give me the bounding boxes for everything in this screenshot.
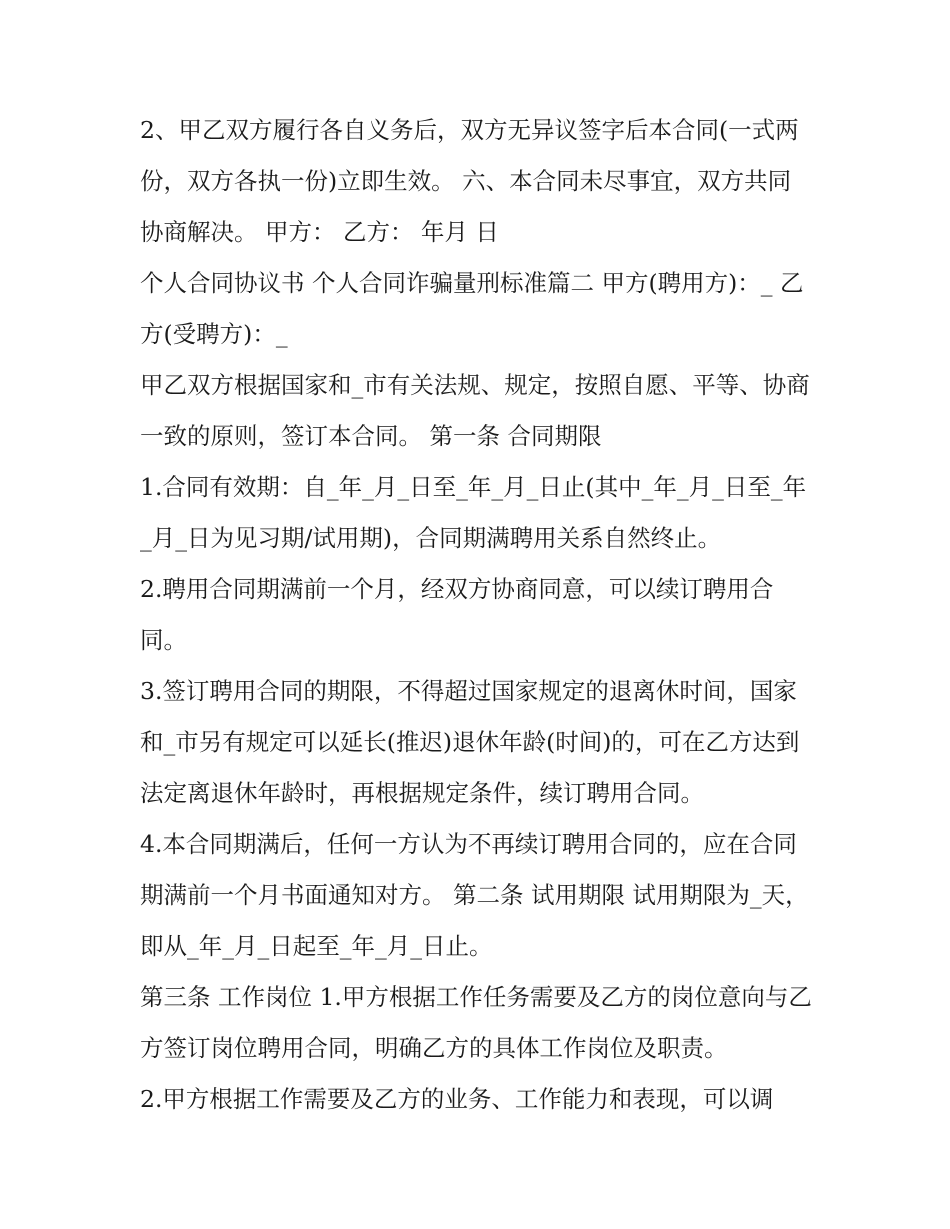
paragraph-preamble: 甲乙双方根据国家和_市有关法规、规定，按照自愿、平等、协商一致的原则，签订本合同。 第一条 合同期限 — [140, 371, 810, 450]
paragraph-position-2: 2.甲方根据工作需要及乙方的业务、工作能力和表现，可以调 — [140, 1085, 774, 1113]
document-body — [140, 105, 812, 1125]
paragraph-term-3: 3.签订聘用合同的期限，不得超过国家规定的退离休时间，国家和_市另有规定可以延长(推迟)退休年龄(时间)的，可在乙方达到法定离退休年龄时，再根据规定条件，续订聘用合同。 — [140, 677, 800, 807]
paragraph-term-4: 4.本合同期满后，任何一方认为不再续订聘用合同的，应在合同期满前一个月书面通知对方。 第二条 试用期限 试用期限为_天，即从_年_月_日起至_年_月_日止。 — [140, 830, 809, 960]
paragraph-position-1: 第三条 工作岗位 1.甲方根据工作任务需要及乙方的岗位意向与乙方签订岗位聘用合同，明确乙方的具体工作岗位及职责。 — [140, 983, 812, 1062]
paragraph-contract-title: 个人合同协议书 个人合同诈骗量刑标准篇二 甲方(聘用方)：_ 乙方(受聘方)：_ — [140, 269, 804, 348]
paragraph-signature-clause: 2、甲乙双方履行各自义务后，双方无异议签字后本合同(一式两份，双方各执一份)立即生效。 六、本合同未尽事宜，双方共同协商解决。 甲方： 乙方： 年月 日 — [140, 116, 799, 246]
paragraph-term-2: 2.聘用合同期满前一个月，经双方协商同意，可以续订聘用合同。 — [140, 575, 774, 654]
paragraph-term-1: 1.合同有效期：自_年_月_日至_年_月_日止(其中_年_月_日至_年_月_日为见习期/试用期)，合同期满聘用关系自然终止。 — [140, 473, 807, 552]
